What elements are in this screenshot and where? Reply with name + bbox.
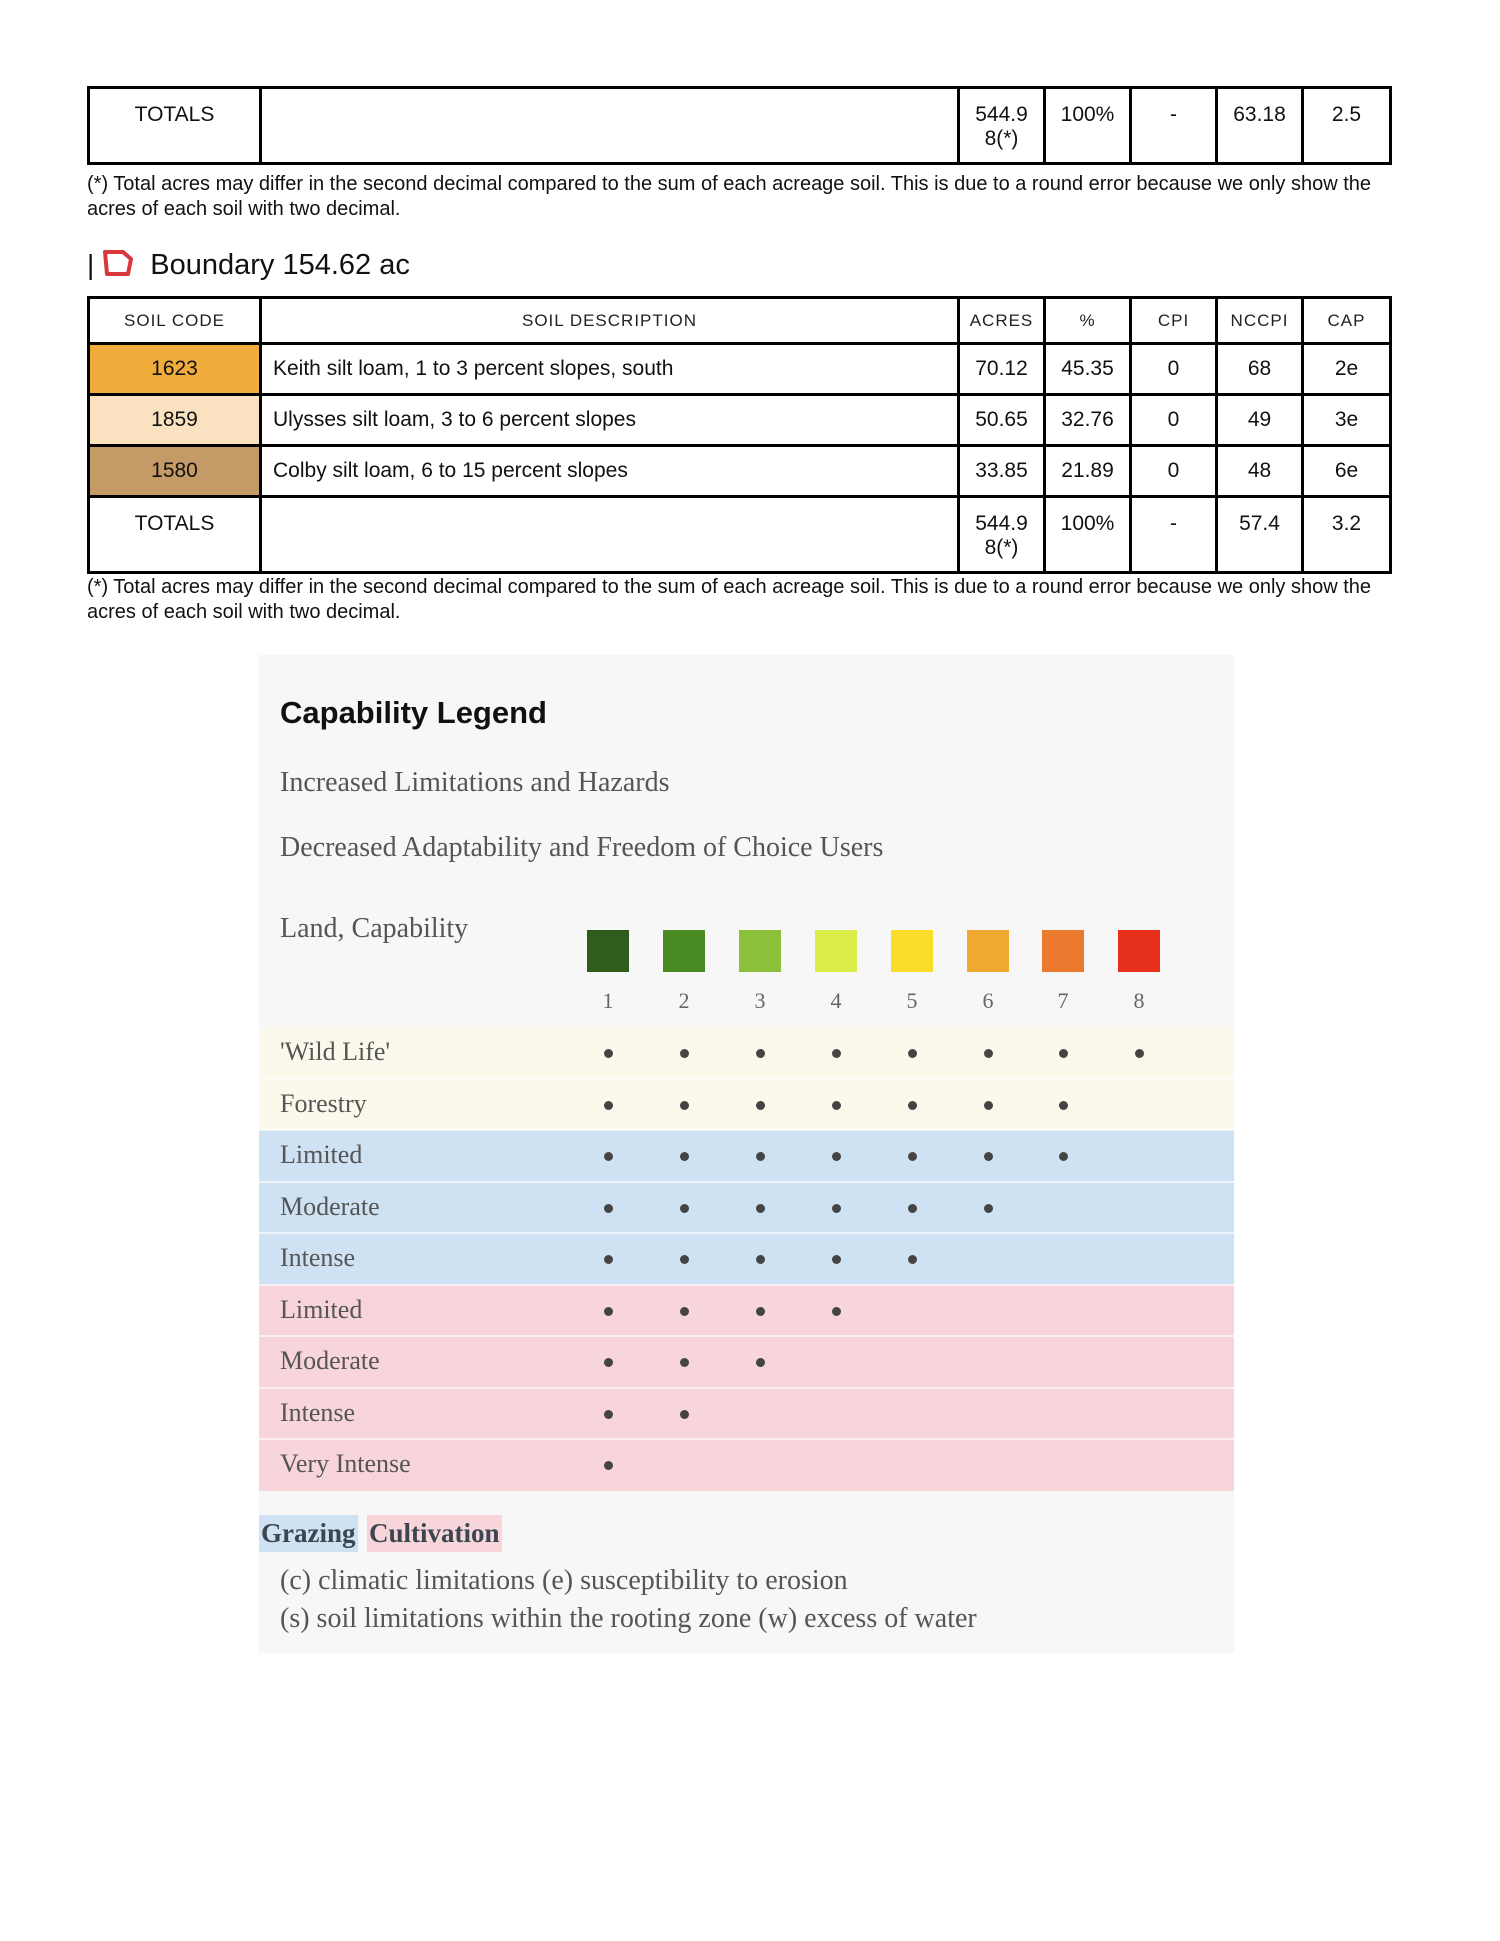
soil-code: 1859	[89, 395, 261, 446]
legend-definitions-line-2: (s) soil limitations within the rooting zone (w) excess of water	[280, 1603, 977, 1634]
totals-desc-cell	[261, 88, 959, 164]
capability-dot	[604, 1101, 613, 1110]
capability-dot	[680, 1152, 689, 1161]
boundary-heading	[87, 245, 410, 285]
capability-dot	[604, 1461, 613, 1470]
legend-row	[259, 1336, 1234, 1388]
capability-dot	[604, 1358, 613, 1367]
table-row	[89, 446, 1391, 497]
legend-title: Capability Legend	[280, 695, 547, 730]
capability-dot	[832, 1255, 841, 1264]
capability-dot	[908, 1255, 917, 1264]
table-header	[89, 298, 1391, 344]
capability-class-7-label: 7	[1057, 988, 1069, 1013]
capability-dot	[1135, 1049, 1144, 1058]
soil-table	[87, 296, 1392, 574]
capability-class-1-label: 1	[602, 988, 614, 1013]
capability-dot	[832, 1049, 841, 1058]
capability-dot	[908, 1152, 917, 1161]
row-divider	[259, 1438, 1234, 1440]
legend-row	[259, 1285, 1234, 1337]
table-row	[89, 395, 1391, 446]
totals-percent: 100%	[1045, 497, 1131, 573]
capability-dot	[680, 1358, 689, 1367]
capability-class-2-swatch	[663, 930, 705, 972]
totals-acres: 544.9 8(*)	[959, 88, 1045, 164]
legend-row-label: Moderate	[280, 1346, 380, 1375]
legend-row-label: Limited	[280, 1140, 363, 1169]
table-row	[89, 344, 1391, 395]
capability-legend	[259, 655, 1234, 1653]
capability-dot	[908, 1101, 917, 1110]
capability-class-6-swatch	[967, 930, 1009, 972]
totals-row	[89, 88, 1391, 164]
capability-dot	[832, 1101, 841, 1110]
capability-dot	[756, 1152, 765, 1161]
legend-row	[259, 1027, 1234, 1079]
totals-cpi: -	[1131, 88, 1217, 164]
row-divider	[259, 1335, 1234, 1337]
totals-cap: 2.5	[1303, 88, 1391, 164]
soil-nccpi: 49	[1217, 395, 1303, 446]
legend-row	[259, 1182, 1234, 1234]
capability-dot	[984, 1049, 993, 1058]
totals-label: TOTALS	[89, 88, 261, 164]
capability-class-8-label: 8	[1133, 988, 1145, 1013]
acreage-footnote: (*) Total acres may differ in the second decimal compared to the sum of each acreage soil. This is due to a round error because we only show the acres of each soil with two decimal.	[87, 576, 1372, 623]
soil-cpi: 0	[1131, 344, 1217, 395]
soil-nccpi: 48	[1217, 446, 1303, 497]
legend-row-label: 'Wild Life'	[280, 1037, 391, 1066]
capability-dot	[1059, 1101, 1068, 1110]
totals-cpi: -	[1131, 497, 1217, 573]
capability-class-4-swatch	[815, 930, 857, 972]
previous-totals-table	[87, 86, 1392, 165]
legend-row-label: Moderate	[280, 1191, 380, 1221]
capability-dot	[604, 1152, 613, 1161]
legend-row-label: Limited	[280, 1294, 363, 1324]
soil-percent: 32.76	[1045, 395, 1131, 446]
capability-dot	[756, 1049, 765, 1058]
legend-definitions-line-1: (c) climatic limitations (e) susceptibility to erosion	[280, 1565, 848, 1596]
capability-class-1-swatch	[587, 930, 629, 972]
capability-dot	[832, 1204, 841, 1213]
row-divider	[259, 1232, 1234, 1234]
capability-dot	[756, 1101, 765, 1110]
row-divider	[259, 1078, 1234, 1080]
capability-dot	[756, 1204, 765, 1213]
header-cap: CAP	[1303, 298, 1391, 344]
soil-cap: 3e	[1303, 395, 1391, 446]
capability-dot	[756, 1255, 765, 1264]
capability-dot	[680, 1410, 689, 1419]
heading-bar: |	[87, 249, 95, 280]
header-soil-description: SOIL DESCRIPTION	[261, 298, 959, 344]
capability-dot	[908, 1049, 917, 1058]
soil-nccpi: 68	[1217, 344, 1303, 395]
legend-row-label: Intense	[280, 1243, 356, 1272]
totals-nccpi: 63.18	[1217, 88, 1303, 164]
legend-row-label: Forestry	[280, 1088, 367, 1118]
soil-percent: 21.89	[1045, 446, 1131, 497]
capability-dot	[680, 1255, 689, 1264]
soil-code: 1623	[89, 344, 261, 395]
soil-acres: 70.12	[959, 344, 1045, 395]
capability-class-8-swatch	[1118, 930, 1160, 972]
capability-class-3-label: 3	[754, 988, 766, 1013]
soil-cap: 2e	[1303, 344, 1391, 395]
capability-dot	[984, 1101, 993, 1110]
soil-cpi: 0	[1131, 395, 1217, 446]
legend-row	[259, 1130, 1234, 1182]
totals-nccpi: 57.4	[1217, 497, 1303, 573]
capability-dot	[680, 1101, 689, 1110]
soil-description: Ulysses silt loam, 3 to 6 percent slopes	[261, 395, 959, 446]
capability-class-4-label: 4	[830, 988, 842, 1013]
capability-class-5-label: 5	[906, 988, 918, 1013]
header-acres: ACRES	[959, 298, 1045, 344]
capability-class-5-swatch	[891, 930, 933, 972]
capability-dot	[832, 1307, 841, 1316]
capability-dot	[604, 1255, 613, 1264]
soil-description: Colby silt loam, 6 to 15 percent slopes	[261, 446, 959, 497]
acreage-footnote: (*) Total acres may differ in the second decimal compared to the sum of each acreage soil. This is due to a round error because we only show the acres of each soil with two decimal.	[87, 173, 1372, 220]
row-divider	[259, 1129, 1234, 1131]
soil-acres: 50.65	[959, 395, 1045, 446]
totals-acres: 544.9 8(*)	[959, 497, 1045, 573]
soil-percent: 45.35	[1045, 344, 1131, 395]
soil-code: 1580	[89, 446, 261, 497]
legend-line-land-capability: Land, Capability	[280, 913, 469, 944]
totals-label: TOTALS	[89, 497, 261, 573]
legend-row	[259, 1079, 1234, 1131]
row-divider	[259, 1181, 1234, 1183]
header-percent: %	[1045, 298, 1131, 344]
capability-dot	[908, 1204, 917, 1213]
capability-dot	[984, 1152, 993, 1161]
legend-line-limitations: Increased Limitations and Hazards	[280, 767, 670, 798]
capability-dot	[680, 1307, 689, 1316]
soil-acres: 33.85	[959, 446, 1045, 497]
grazing-key: Grazing	[259, 1515, 358, 1552]
capability-dot	[680, 1049, 689, 1058]
capability-dot	[680, 1204, 689, 1213]
legend-line-adaptability: Decreased Adaptability and Freedom of Choice Users	[280, 832, 884, 863]
capability-dot	[832, 1152, 841, 1161]
totals-cap: 3.2	[1303, 497, 1391, 573]
header-soil-code: SOIL CODE	[89, 298, 261, 344]
capability-dot	[756, 1307, 765, 1316]
totals-desc-cell	[261, 497, 959, 573]
capability-dot	[1059, 1049, 1068, 1058]
totals-row	[89, 497, 1391, 573]
capability-dot	[756, 1358, 765, 1367]
capability-class-7-swatch	[1042, 930, 1084, 972]
capability-dot	[604, 1410, 613, 1419]
legend-row	[259, 1388, 1234, 1440]
boundary-polygon-icon	[102, 248, 134, 283]
soil-description: Keith silt loam, 1 to 3 percent slopes, south	[261, 344, 959, 395]
totals-percent: 100%	[1045, 88, 1131, 164]
soil-cpi: 0	[1131, 446, 1217, 497]
capability-dot	[604, 1307, 613, 1316]
legend-row	[259, 1439, 1234, 1491]
soil-cap: 6e	[1303, 446, 1391, 497]
legend-row	[259, 1233, 1234, 1285]
cultivation-key: Cultivation	[367, 1515, 502, 1552]
capability-class-2-label: 2	[678, 988, 690, 1013]
boundary-title: Boundary 154.62 ac	[150, 248, 410, 281]
capability-dot	[604, 1204, 613, 1213]
header-nccpi: NCCPI	[1217, 298, 1303, 344]
capability-dot	[1059, 1152, 1068, 1161]
capability-class-3-swatch	[739, 930, 781, 972]
legend-row-label: Very Intense	[280, 1449, 411, 1478]
legend-row-label: Intense	[280, 1397, 356, 1427]
capability-dot	[604, 1049, 613, 1058]
capability-dot	[984, 1204, 993, 1213]
capability-class-6-label: 6	[982, 988, 994, 1013]
row-divider	[259, 1387, 1234, 1389]
header-cpi: CPI	[1131, 298, 1217, 344]
row-divider	[259, 1284, 1234, 1286]
